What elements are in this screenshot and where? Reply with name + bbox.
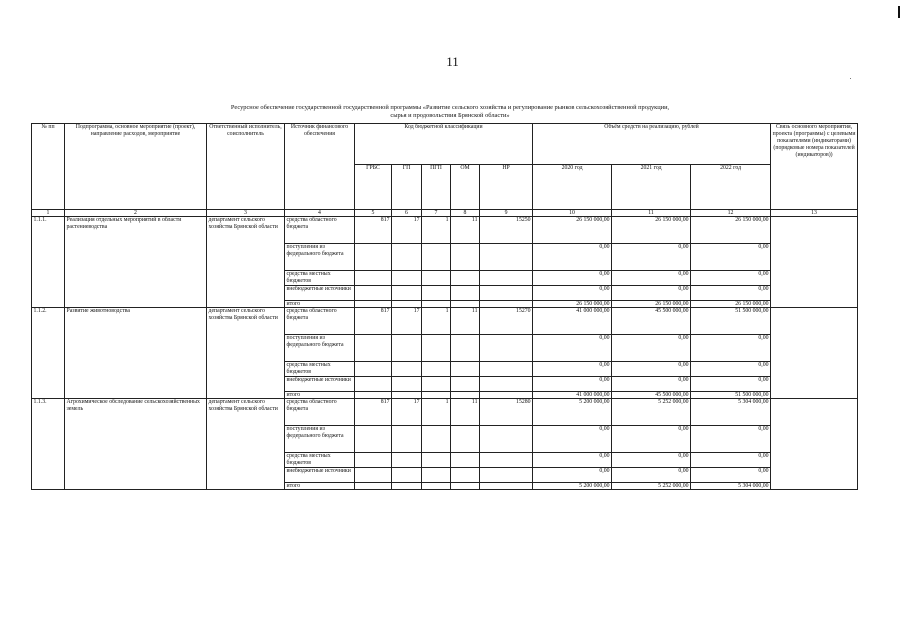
amount-2022: 5 304 000,00 [691,399,771,426]
column-number: 6 [392,210,422,217]
amount-2021: 45 500 000,00 [612,308,691,335]
amount-2022: 0,00 [691,468,771,483]
activity-name: Развитие животноводства [65,308,207,399]
header-nr: НР [480,165,533,210]
total-2022: 5 304 000,00 [691,483,771,490]
gp-code: 17 [392,217,422,244]
header-pgp: ПГП [422,165,451,210]
table-row [32,217,858,244]
header-executor: Ответственный исполнитель, соисполнитель [207,124,285,210]
amount-2020: 0,00 [533,244,612,271]
amount-2022: 0,00 [691,335,771,362]
margin-mark [898,6,900,18]
gp-code: 17 [392,399,422,426]
activity-number: 1.1.2. [32,308,65,399]
total-2021: 5 252 000,00 [612,483,691,490]
activity-name: Реализация отдельных мероприятий в области растениеводства [65,217,207,308]
table-row [32,308,858,335]
amount-2021: 0,00 [612,377,691,392]
column-number: 7 [422,210,451,217]
amount-2022: 0,00 [691,426,771,453]
amount-2020: 0,00 [533,335,612,362]
scan-speck [850,78,851,79]
header-grbs: ГРБС [355,165,392,210]
amount-2022: 0,00 [691,362,771,377]
column-number: 13 [771,210,858,217]
nr-code: 15280 [480,399,533,426]
header-2022: 2022 год [691,165,771,210]
pgp-code: 1 [422,217,451,244]
title-line-2: сырья и продовольствия Брянской области» [390,112,510,119]
grbs-code: 817 [355,308,392,335]
total-2020: 26 150 000,00 [533,301,612,308]
indicator-link [771,399,858,490]
resource-table [31,123,858,490]
source-federal: поступления из федерального бюджета [285,244,355,271]
column-number: 2 [65,210,207,217]
grbs-code: 817 [355,217,392,244]
amount-2020: 0,00 [533,468,612,483]
indicator-link [771,217,858,308]
column-number: 8 [451,210,480,217]
pgp-code: 1 [422,308,451,335]
amount-2021: 0,00 [612,286,691,301]
total-2021: 26 150 000,00 [612,301,691,308]
total-2020: 41 000 000,00 [533,392,612,399]
nr-code: 15270 [480,308,533,335]
amount-2020: 0,00 [533,362,612,377]
header-volume: Объём средств на реализацию, рублей [533,124,771,165]
amount-2022: 0,00 [691,244,771,271]
amount-2021: 0,00 [612,362,691,377]
header-budget-code: Код бюджетной классификации [355,124,533,165]
om-code: 11 [451,308,480,335]
column-number: 10 [533,210,612,217]
amount-2021: 0,00 [612,271,691,286]
amount-2022: 0,00 [691,377,771,392]
activity-number: 1.1.1. [32,217,65,308]
table-row [32,399,858,426]
executor: департамент сельского хозяйства Брянской области [207,217,285,308]
source-regional: средства областного бюджета [285,399,355,426]
amount-2020: 0,00 [533,286,612,301]
source-regional: средства областного бюджета [285,308,355,335]
om-code: 11 [451,217,480,244]
column-number: 3 [207,210,285,217]
source-extra: внебюджетные источники [285,377,355,392]
amount-2020: 0,00 [533,426,612,453]
column-number: 4 [285,210,355,217]
amount-2020: 26 150 000,00 [533,217,612,244]
source-total: итого [285,301,355,308]
source-total: итого [285,392,355,399]
total-2022: 26 150 000,00 [691,301,771,308]
amount-2021: 0,00 [612,453,691,468]
pgp-code: 1 [422,399,451,426]
source-extra: внебюджетные источники [285,468,355,483]
amount-2022: 51 500 000,00 [691,308,771,335]
source-federal: поступления из федерального бюджета [285,335,355,362]
source-regional: средства областного бюджета [285,217,355,244]
amount-2021: 0,00 [612,335,691,362]
column-number-row [32,210,858,217]
total-2021: 45 500 000,00 [612,392,691,399]
header-source: Источник финансового обеспечения [285,124,355,210]
source-total: итого [285,483,355,490]
grbs-code: 817 [355,399,392,426]
amount-2021: 0,00 [612,426,691,453]
amount-2020: 0,00 [533,271,612,286]
amount-2021: 26 150 000,00 [612,217,691,244]
column-number: 5 [355,210,392,217]
column-number: 9 [480,210,533,217]
amount-2020: 0,00 [533,453,612,468]
amount-2022: 0,00 [691,271,771,286]
column-number: 12 [691,210,771,217]
header-num: № пп [32,124,65,210]
column-number: 1 [32,210,65,217]
title-line-1: Ресурсное обеспечение государственной государственной программы «Развитие сельского хозяйства и регулирование рынков сельскохозяйственной продукции, [230,104,670,111]
source-local: средства местных бюджетов [285,271,355,286]
amount-2021: 0,00 [612,244,691,271]
total-2022: 51 500 000,00 [691,392,771,399]
header-activity: Подпрограмма, основное мероприятие (проект), направление расходов, мероприятие [65,124,207,210]
header-gp: ГП [392,165,422,210]
header-link: Связь основного мероприятия, проекта (программы) с целевыми показателями (индикаторами) (порядковые номера показателей (индикаторов)) [771,124,858,210]
amount-2020: 0,00 [533,377,612,392]
amount-2022: 0,00 [691,286,771,301]
amount-2021: 5 252 000,00 [612,399,691,426]
amount-2022: 26 150 000,00 [691,217,771,244]
nr-code: 15250 [480,217,533,244]
source-local: средства местных бюджетов [285,453,355,468]
activity-number: 1.1.3. [32,399,65,490]
document-title [130,104,770,120]
amount-2022: 0,00 [691,453,771,468]
header-2021: 2021 год [612,165,691,210]
executor: департамент сельского хозяйства Брянской области [207,399,285,490]
gp-code: 17 [392,308,422,335]
column-number: 11 [612,210,691,217]
amount-2020: 41 000 000,00 [533,308,612,335]
amount-2020: 5 200 000,00 [533,399,612,426]
source-extra: внебюджетные источники [285,286,355,301]
activity-name: Агрохимическое обследование сельскохозяйственных земель [65,399,207,490]
header-row-1 [32,124,858,165]
indicator-link [771,308,858,399]
source-federal: поступления из федерального бюджета [285,426,355,453]
header-om: ОМ [451,165,480,210]
executor: департамент сельского хозяйства Брянской области [207,308,285,399]
om-code: 11 [451,399,480,426]
source-local: средства местных бюджетов [285,362,355,377]
amount-2021: 0,00 [612,468,691,483]
header-2020: 2020 год [533,165,612,210]
page-number: 11 [446,54,459,69]
total-2020: 5 200 000,00 [533,483,612,490]
